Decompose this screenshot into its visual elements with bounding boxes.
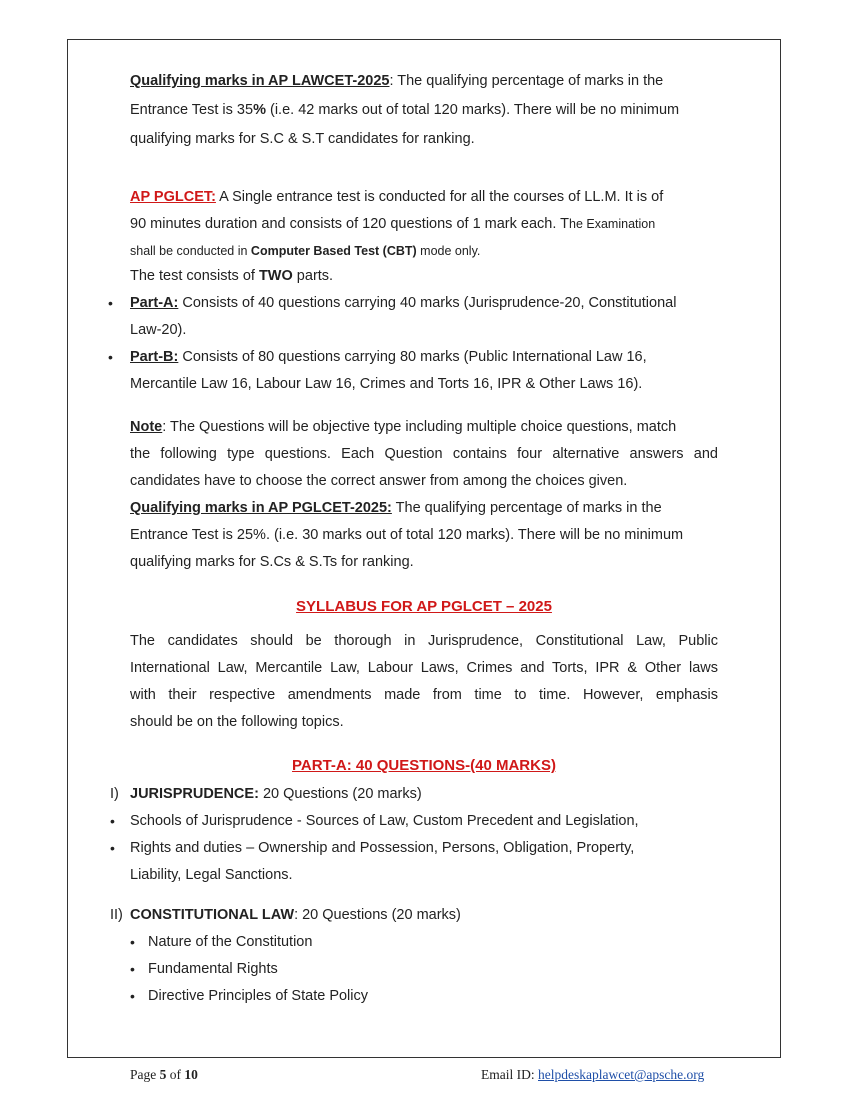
bullet-icon: • [130,961,135,977]
pglcet-qualifying-line-2: Entrance Test is 25%. (i.e. 30 marks out of total 120 marks). There will be no minimum [130,527,684,543]
pglcet-intro-line-3: shall be conducted in Computer Based Test (CBT) mode only. [130,244,481,258]
constitutional-heading-line: CONSTITUTIONAL LAW: 20 Questions (20 marks) [130,907,461,923]
lawcet-qualifying-line-2: Entrance Test is 35% (i.e. 42 marks out of total 120 marks). There will be no minimum [130,102,680,118]
syllabus-line-4: should be on the following topics. [130,714,344,730]
lawcet-qualifying-line-3: qualifying marks for S.C & S.T candidates for ranking. [130,131,475,147]
pglcet-heading: AP PGLCET: [130,189,216,205]
constitutional-item: Directive Principles of State Policy [148,988,368,1004]
note-line-3: candidates have to choose the correct answer from among the choices given. [130,473,628,489]
jurisprudence-title: JURISPRUDENCE: [130,786,259,802]
part-a-label: Part-A: [130,295,179,311]
constitutional-item: Fundamental Rights [148,961,278,977]
pglcet-intro-line-2: 90 minutes duration and consists of 120 questions of 1 mark each. The Examination [130,216,656,232]
jurisprudence-heading-line: JURISPRUDENCE: 20 Questions (20 marks) [130,786,422,802]
jurisprudence-number: I) [110,786,119,802]
pglcet-qualifying-line-3: qualifying marks for S.Cs & S.Ts for ranking. [130,554,414,570]
jurisprudence-item: Schools of Jurisprudence - Sources of Law, Custom Precedent and Legislation, [130,813,639,829]
pglcet-qualifying-heading: Qualifying marks in AP PGLCET-2025: [130,500,392,516]
constitutional-title: CONSTITUTIONAL LAW [130,907,295,923]
bullet-icon: • [110,813,115,829]
syllabus-line-2: International Law, Mercantile Law, Labour Laws, Crimes and Torts, IPR & Other laws [130,660,718,676]
part-b-line-2: Mercantile Law 16, Labour Law 16, Crimes and Torts 16, IPR & Other Laws 16). [130,376,643,392]
syllabus-heading: SYLLABUS FOR AP PGLCET – 2025 [296,598,552,615]
jurisprudence-item-continued: Liability, Legal Sanctions. [130,867,293,883]
syllabus-line-1: The candidates should be thorough in Jurisprudence, Constitutional Law, Public [130,633,718,649]
constitutional-item: Nature of the Constitution [148,934,313,950]
pglcet-intro-line-1: AP PGLCET: A Single entrance test is conducted for all the courses of LL.M. It is of [130,189,664,205]
footer-email: Email ID: helpdeskaplawcet@apsche.org [481,1067,705,1082]
part-a-heading: PART-A: 40 QUESTIONS-(40 MARKS) [292,757,556,774]
lawcet-qualifying-heading: Qualifying marks in AP LAWCET-2025 [130,73,390,89]
bullet-icon: • [130,988,135,1004]
part-a-line-1: Part-A: Consists of 40 questions carrying 40 marks (Jurisprudence-20, Constitutional [130,295,677,311]
bullet-icon: • [108,295,113,311]
syllabus-line-3: with their respective amendments made from time to time. However, emphasis [130,687,718,703]
part-a-line-2: Law-20). [130,322,187,338]
bullet-icon: • [130,934,135,950]
bullet-icon: • [108,349,113,365]
note-label: Note [130,419,163,435]
pglcet-parts-line: The test consists of TWO parts. [130,268,334,284]
page-number: Page 5 of 10 [130,1067,198,1082]
lawcet-qualifying-line-1: Qualifying marks in AP LAWCET-2025: The qualifying percentage of marks in the [130,73,664,89]
email-link[interactable]: helpdeskaplawcet@apsche.org [538,1067,705,1082]
note-line-2: the following type questions. Each Question contains four alternative answers and [130,446,718,462]
part-b-label: Part-B: [130,349,179,365]
pglcet-qualifying-line-1: Qualifying marks in AP PGLCET-2025: The qualifying percentage of marks in the [130,500,662,516]
bullet-icon: • [110,840,115,856]
constitutional-number: II) [110,907,123,923]
note-line-1: Note: The Questions will be objective type including multiple choice questions, match [130,419,677,435]
part-b-line-1: Part-B: Consists of 80 questions carrying 80 marks (Public International Law 16, [130,349,647,365]
jurisprudence-item: Rights and duties – Ownership and Possession, Persons, Obligation, Property, [130,840,635,856]
